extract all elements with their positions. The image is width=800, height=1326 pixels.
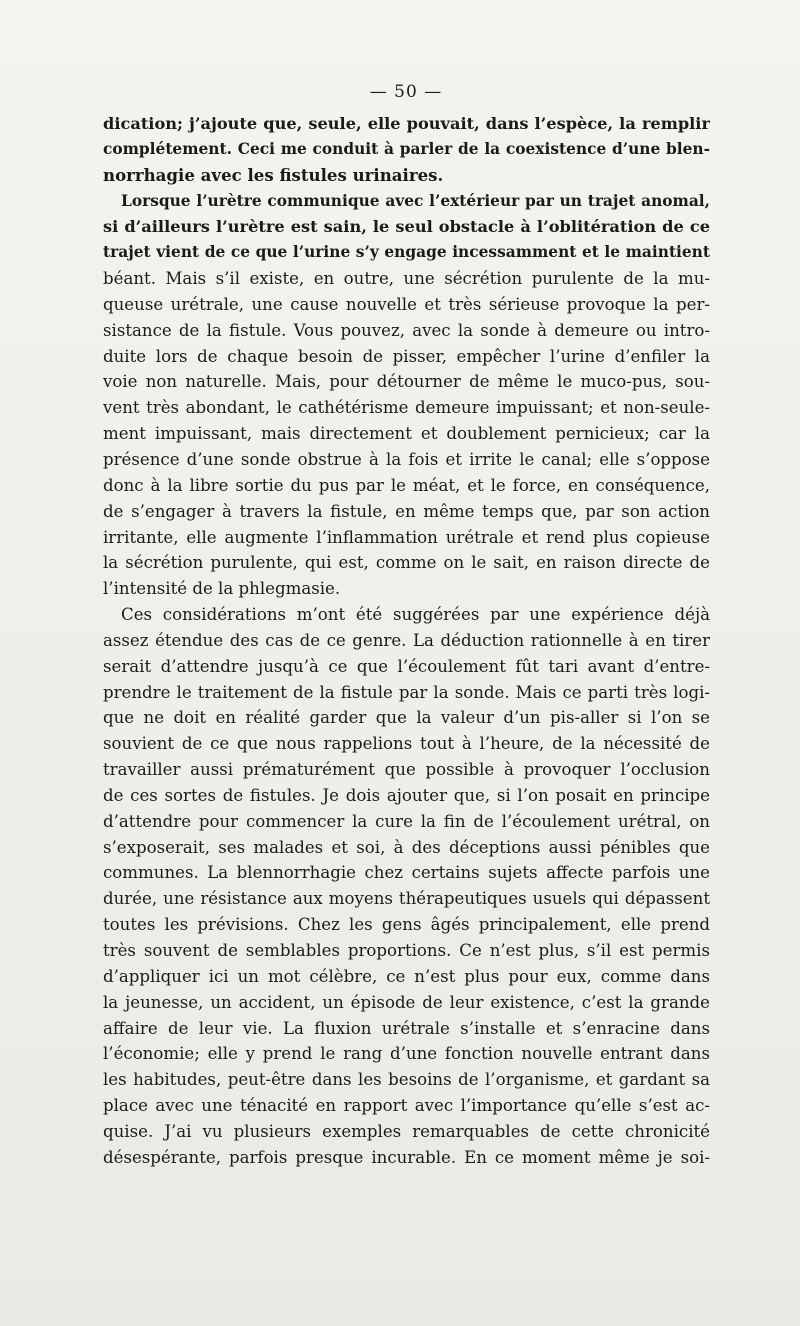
text-line: si d’ailleurs l’urètre est sain, le seul obstacle à l’oblitération de ce	[103, 217, 710, 237]
text-line: duite lors de chaque besoin de pisser, empêcher l’urine d’enfiler la	[103, 346, 710, 366]
text-line: toutes les prévisions. Chez les gens âgés principalement, elle prend	[103, 915, 710, 935]
text-line: l’économie; elle y prend le rang d’une fonction nouvelle entrant dans	[103, 1044, 710, 1064]
text-line: vent très abondant, le cathétérisme demeure impuissant; et non-seule-	[103, 398, 710, 418]
text-line: affaire de leur vie. La fluxion urétrale s’installe et s’enracine dans	[103, 1018, 710, 1038]
text-line: très souvent de semblables proportions. Ce n’est plus, s’il est permis	[103, 941, 710, 960]
text-line: queuse urétrale, une cause nouvelle et très sérieuse provoque la per-	[103, 294, 710, 314]
text-line: Lorsque l’urètre communique avec l’extérieur par un trajet anomal,	[121, 191, 710, 210]
text-line: la jeunesse, un accident, un épisode de leur existence, c’est la grande	[103, 992, 710, 1012]
text-line: trajet vient de ce que l’urine s’y engage incessamment et le maintient	[103, 243, 710, 262]
text-line: place avec une ténacité en rapport avec l’importance qu’elle s’est ac-	[103, 1096, 710, 1116]
body-text	[103, 111, 710, 1171]
text-line: de ces sortes de fistules. Je dois ajouter que, si l’on posait en principe	[103, 785, 710, 805]
text-line: travailler aussi prématurément que possible à provoquer l’occlusion	[103, 760, 710, 780]
text-line: présence d’une sonde obstrue à la fois et irrite le canal; elle s’oppose	[103, 449, 710, 469]
text-line: d’appliquer ici un mot célèbre, ce n’est plus pour eux, comme dans	[103, 966, 710, 986]
text-line: que ne doit en réalité garder que la valeur d’un pis-aller si l’on se	[103, 708, 710, 728]
text-line: irritante, elle augmente l’inflammation urétrale et rend plus copieuse	[103, 527, 710, 547]
text-line: les habitudes, peut-être dans les besoins de l’organisme, et gardant sa	[103, 1070, 710, 1090]
text-line: prendre le traitement de la fistule par la sonde. Mais ce parti très logi-	[103, 682, 710, 702]
text-line: durée, une résistance aux moyens thérapeutiques usuels qui dépassent	[103, 889, 710, 909]
text-line: donc à la libre sortie du pus par le méat, et le force, en conséquence,	[103, 475, 710, 495]
text-line: s’exposerait, ses malades et soi, à des déceptions aussi pénibles que	[103, 837, 710, 857]
text-line: la sécrétion purulente, qui est, comme on le sait, en raison directe de	[103, 553, 710, 573]
text-line: voie non naturelle. Mais, pour détourner de même le muco-pus, sou-	[103, 372, 710, 392]
text-line: complétement. Ceci me conduit à parler de la coexistence d’une blen-	[103, 139, 710, 158]
text-line: dication; j’ajoute que, seule, elle pouvait, dans l’espèce, la remplir	[103, 114, 710, 133]
text-line: norrhagie avec les fistules urinaires.	[103, 164, 444, 185]
text-line: béant. Mais s’il existe, en outre, une sécrétion purulente de la mu-	[103, 269, 710, 289]
text-line: communes. La blennorrhagie chez certains sujets affecte parfois une	[103, 863, 710, 883]
text-line: l’intensité de la phlegmasie.	[103, 579, 341, 599]
text-line: quise. J’ai vu plusieurs exemples remarquables de cette chronicité	[103, 1121, 710, 1141]
text-line: d’attendre pour commencer la cure la fin de l’écoulement urétral, on	[103, 811, 710, 831]
text-line: de s’engager à travers la fistule, en même temps que, par son action	[103, 501, 710, 521]
text-line: assez étendue des cas de ce genre. La déduction rationnelle à en tirer	[103, 630, 710, 650]
page-number: — 50 —	[369, 82, 443, 102]
text-line: sistance de la fistule. Vous pouvez, avec la sonde à demeure ou intro-	[103, 320, 710, 340]
text-line: serait d’attendre jusqu’à ce que l’écoulement fût tari avant d’entre-	[103, 656, 710, 676]
text-line: Ces considérations m’ont été suggérées par une expérience déjà	[121, 605, 710, 625]
text-line: ment impuissant, mais directement et doublement pernicieux; car la	[103, 424, 710, 444]
text-line: désespérante, parfois presque incurable. En ce moment même je soi-	[103, 1147, 710, 1167]
text-line: souvient de ce que nous rappelions tout à l’heure, de la nécessité de	[103, 734, 710, 754]
